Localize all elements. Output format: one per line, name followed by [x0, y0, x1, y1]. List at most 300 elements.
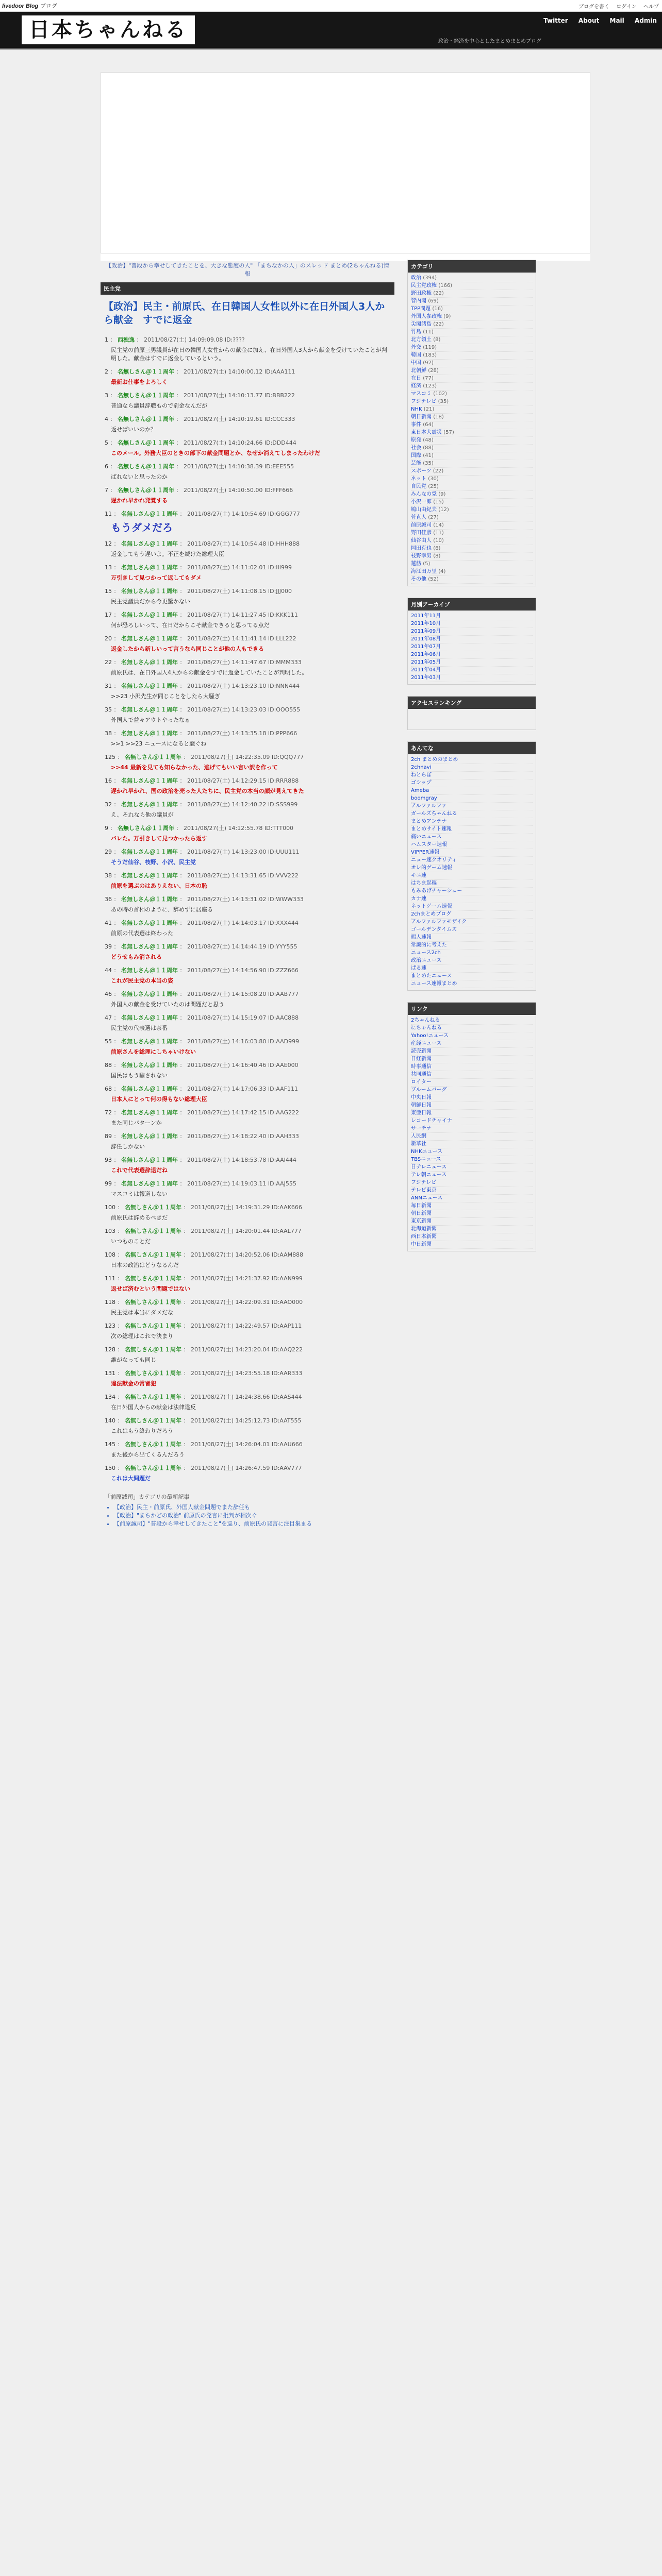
post-author: 名無しさん＠１１周年 [125, 754, 181, 760]
external-link[interactable]: にちゃんねる [411, 1025, 533, 1032]
post-header: 35 ： 名無しさん＠１１周年 ： 2011/08/27(土) 14:13:23.03 ID:OOO555 [105, 706, 301, 713]
category-link-count: (88) [423, 445, 434, 451]
archive-link[interactable]: 2011年05月 [411, 659, 533, 667]
antenna-link[interactable]: boomgray [411, 795, 533, 803]
antenna-link[interactable]: VIPPER速報 [411, 849, 533, 857]
nav-twitter[interactable]: Twitter [543, 17, 568, 24]
category-link[interactable] [411, 306, 533, 313]
post-number[interactable]: 108 [105, 1251, 115, 1258]
post-date: 2011/08/27(土) 14:16:03.80 ID:AAD999 [187, 1038, 300, 1045]
external-link[interactable]: 朝日新聞 [411, 1210, 533, 1218]
post-header: 128 ： 名無しさん＠１１周年 ： 2011/08/27(土) 14:23:20.04 ID:AAQ222 [105, 1346, 303, 1353]
post-number[interactable]: 68 [105, 1086, 112, 1092]
category-link[interactable] [411, 561, 533, 568]
category-link[interactable] [411, 336, 533, 344]
post-date: 2011/08/27(土) 14:15:19.07 ID:AAC888 [187, 1014, 299, 1021]
post-number[interactable]: 13 [105, 564, 112, 571]
post-item [105, 1417, 390, 1435]
post-number[interactable]: 134 [105, 1394, 115, 1400]
ranking-widget[interactable] [408, 709, 536, 730]
post-header: 38 ： 名無しさん＠１１周年 ： 2011/08/27(土) 14:13:31.65 ID:VVV222 [105, 872, 299, 879]
category-link[interactable] [411, 360, 533, 367]
post-body: >>44 最新を見ても知らなかった、逃げてもいい言い訳を作って [111, 764, 278, 771]
antenna-link[interactable]: 2ch まとめのまとめ [411, 756, 533, 764]
post-date: 2011/08/27(土) 14:16:40.46 ID:AAE000 [187, 1062, 299, 1069]
post-header: 15 ： 名無しさん＠１１周年 ： 2011/08/27(土) 14:11:08.15 ID:JJJ000 [105, 588, 292, 595]
post-item [105, 1251, 390, 1269]
category-link[interactable] [411, 406, 533, 414]
nav-about[interactable]: About [578, 17, 600, 24]
category-link[interactable] [411, 537, 533, 545]
external-link[interactable]: 東亜日報 [411, 1110, 533, 1117]
antenna-link[interactable]: 常識的に考えた [411, 942, 533, 950]
category-link[interactable] [411, 275, 533, 282]
post-header: 150 ： 名無しさん＠１１周年 ： 2011/08/27(土) 14:26:47.59 ID:AAV777 [105, 1465, 302, 1471]
category-link[interactable] [411, 290, 533, 298]
antenna-link[interactable]: ニュース2ch [411, 950, 533, 957]
category-link[interactable] [411, 468, 533, 476]
post-body: 誰がなっても同じ [111, 1357, 156, 1363]
post-number[interactable]: 29 [105, 849, 112, 855]
category-link-label: 蓮舫 [411, 561, 421, 567]
post-body: このメール。外務大臣のときの部下の献金問題とか、なぜか消えてしまったわけだ [111, 450, 320, 456]
nav-mail[interactable]: Mail [609, 17, 624, 24]
external-link[interactable]: 朝鮮日報 [411, 1102, 533, 1110]
post-header: 5 ： 名無しさん＠１１周年 ： 2011/08/27(土) 14:10:24.66 ID:DDD444 [105, 439, 296, 446]
external-link[interactable]: 日経新聞 [411, 1056, 533, 1063]
external-link[interactable]: フジテレビ [411, 1179, 533, 1187]
category-link[interactable] [411, 421, 533, 429]
category-link[interactable] [411, 553, 533, 561]
post-number[interactable]: 12 [105, 540, 112, 547]
post-author: 名無しさん＠１１周年 [125, 1251, 181, 1258]
headline-notice[interactable]: 【政治】"普段から幸せしてきたことを、大きな態度の人" 「まちなかの人」のスレッド まとめ(2ちゃんねる)情報 [106, 262, 389, 277]
external-link[interactable]: サーチナ [411, 1125, 533, 1133]
external-link[interactable]: NHKニュース [411, 1148, 533, 1156]
antenna-link[interactable]: もみあげチャーシュー [411, 888, 533, 895]
category-link[interactable] [411, 506, 533, 514]
antenna-link[interactable]: アルファルファ [411, 803, 533, 810]
post-number[interactable]: 41 [105, 920, 112, 926]
post-author: 名無しさん＠１１周年 [121, 872, 178, 879]
topbar-links [573, 2, 659, 10]
external-link[interactable]: 2ちゃんねる [411, 1017, 533, 1025]
category-link[interactable] [411, 383, 533, 391]
topbar-link[interactable]: ヘルプ [643, 4, 659, 10]
antenna-link[interactable]: キニ速 [411, 872, 533, 880]
post-number[interactable]: 89 [105, 1133, 112, 1140]
category-link[interactable] [411, 476, 533, 483]
category-link[interactable] [411, 344, 533, 352]
external-link[interactable]: TBSニュース [411, 1156, 533, 1164]
category-link[interactable] [411, 499, 533, 506]
ranking-box [407, 696, 536, 730]
related-link[interactable]: • 【前原誠司】"普段から幸せしてきたこと"を巡り、前原氏の発言に注目集まる [114, 1520, 390, 1528]
post-date: 2011/08/27(土) 14:22:35.09 ID:QQQ777 [191, 754, 304, 760]
post-body: 万引きして見つかって返してもダメ [111, 574, 202, 581]
antenna-link[interactable]: アルファルファモザイク [411, 919, 533, 926]
post-number[interactable]: 140 [105, 1417, 115, 1424]
post-number[interactable]: 150 [105, 1465, 115, 1471]
antenna-link[interactable]: カナ速 [411, 895, 533, 903]
post-item [105, 967, 390, 985]
category-link-count: (27) [428, 515, 439, 520]
post-number[interactable]: 47 [105, 1014, 112, 1021]
post-number[interactable]: 131 [105, 1370, 115, 1377]
post-number[interactable]: 111 [105, 1275, 115, 1282]
post-number[interactable]: 5 [105, 439, 108, 446]
archive-link[interactable]: 2011年11月 [411, 613, 533, 620]
category-link-count: (119) [423, 345, 437, 350]
links-title: リンク [408, 1003, 536, 1015]
category-link[interactable] [411, 568, 533, 576]
external-link[interactable]: Yahoo!ニュース [411, 1032, 533, 1040]
post-header: 6 ： 名無しさん＠１１周年 ： 2011/08/27(土) 14:10:38.39 ID:EEE555 [105, 463, 294, 470]
post-item [105, 1275, 390, 1293]
post-author: 名無しさん＠１１周年 [121, 991, 178, 997]
category-link-label: 東日本大震災 [411, 430, 442, 435]
category-link-label: 事件 [411, 422, 421, 428]
post-body: マスコミは報道しない [111, 1191, 168, 1197]
post-date: 2011/08/27(土) 14:19:03.11 ID:AAJ555 [187, 1180, 296, 1187]
category-link-count: (30) [428, 476, 439, 482]
external-link[interactable]: 毎日新聞 [411, 1202, 533, 1210]
post-header: 17 ： 名無しさん＠１１周年 ： 2011/08/27(土) 14:11:27.45 ID:KKK111 [105, 612, 298, 618]
archive-link[interactable]: 2011年06月 [411, 651, 533, 659]
antenna-link[interactable]: 2chnavi [411, 764, 533, 772]
post-header: 12 ： 名無しさん＠１１周年 ： 2011/08/27(土) 14:10:54.48 ID:HHH888 [105, 540, 300, 547]
site-logo[interactable]: 日本ちゃんねる [22, 15, 195, 44]
external-link[interactable]: 産経ニュース [411, 1040, 533, 1048]
category-link[interactable] [411, 282, 533, 290]
antenna-link[interactable]: まとめアンテナ [411, 818, 533, 826]
category-link[interactable] [411, 429, 533, 437]
category-link-count: (52) [428, 577, 439, 582]
external-link[interactable]: 西日本新聞 [411, 1233, 533, 1241]
post-author: 名無しさん＠１１周年 [125, 1323, 181, 1329]
category-link-count: (12) [438, 507, 449, 513]
archive-link[interactable]: 2011年07月 [411, 643, 533, 651]
post-header: 36 ： 名無しさん＠１１周年 ： 2011/08/27(土) 14:13:31.02 ID:WWW333 [105, 896, 304, 903]
archive-link[interactable]: 2011年04月 [411, 667, 533, 674]
category-link[interactable] [411, 491, 533, 499]
post-item [105, 392, 390, 410]
antenna-link[interactable]: ネットゲーム速報 [411, 903, 533, 911]
category-link-label: 外交 [411, 345, 421, 350]
post-body: 民主党議員だから今更驚かない [111, 598, 190, 605]
external-link[interactable]: ブルームバーグ [411, 1087, 533, 1094]
post-number[interactable]: 44 [105, 967, 112, 974]
post-header: 108 ： 名無しさん＠１１周年 ： 2011/08/27(土) 14:20:52.06 ID:AAM888 [105, 1251, 304, 1258]
category-link[interactable] [411, 414, 533, 421]
archive-link[interactable]: 2011年09月 [411, 628, 533, 636]
post-date: 2011/08/27(土) 14:26:04.01 ID:AAU666 [191, 1441, 303, 1448]
post-number[interactable]: 128 [105, 1346, 115, 1353]
antenna-link[interactable]: ニュース速報まとめ [411, 980, 533, 988]
antenna-link[interactable]: ぱる速 [411, 965, 533, 973]
post-number[interactable]: 72 [105, 1109, 112, 1116]
post-date: 2011/08/27(土) 14:24:38.66 ID:AAS444 [191, 1394, 302, 1400]
post-number[interactable]: 46 [105, 991, 112, 997]
post-date: 2011/08/27(土) 14:10:24.66 ID:DDD444 [184, 439, 296, 446]
post-date: 2011/08/27(土) 14:11:08.15 ID:JJJ000 [187, 588, 292, 595]
post-number[interactable]: 103 [105, 1228, 115, 1234]
antenna-link[interactable]: ゴシップ [411, 779, 533, 787]
category-link[interactable] [411, 545, 533, 553]
external-link[interactable]: 中日新聞 [411, 1241, 533, 1249]
post-date: 2011/08/27(土) 14:10:19.61 ID:CCC333 [184, 416, 295, 422]
antenna-link[interactable]: ニュー速クオリティ [411, 857, 533, 865]
post-date: 2011/08/27(土) 14:11:02.01 ID:III999 [187, 564, 292, 571]
category-link-label: みんなの党 [411, 492, 437, 497]
post-item [105, 706, 390, 724]
post-number[interactable]: 93 [105, 1157, 112, 1163]
category-bar[interactable]: 民主党 [101, 282, 394, 295]
external-link[interactable]: 共同通信 [411, 1071, 533, 1079]
post-author: 名無しさん＠１１周年 [125, 1204, 181, 1211]
post-number[interactable]: 38 [105, 730, 112, 737]
category-link-count: (11) [423, 329, 434, 335]
post-number[interactable]: 20 [105, 635, 112, 642]
post-body: 民主党は本当にダメだな [111, 1309, 173, 1316]
post-body: これは大問題だ [111, 1475, 151, 1482]
category-link-count: (8) [433, 553, 441, 559]
category-link[interactable] [411, 313, 533, 321]
post-body: もうダメだろ [111, 521, 173, 534]
post-number[interactable]: 9 [105, 825, 108, 832]
post-date: 2011/08/27(土) 14:13:31.65 ID:VVV222 [187, 872, 299, 879]
post-date: 2011/08/27(土) 14:13:23.10 ID:NNN444 [187, 683, 300, 689]
topbar-link[interactable]: ログイン [616, 4, 637, 10]
post-author: 名無しさん＠１１周年 [121, 943, 178, 950]
post-date: 2011/08/27(土) 14:13:35.18 ID:PPP666 [187, 730, 297, 737]
post-number[interactable]: 7 [105, 487, 108, 494]
post-header: 123 ： 名無しさん＠１１周年 ： 2011/08/27(土) 14:22:49.57 ID:AAP111 [105, 1323, 302, 1329]
related-link[interactable]: • 【政治】民主・前原氏、外国人献金問題でまた辞任も [114, 1503, 390, 1512]
post-number[interactable]: 38 [105, 872, 112, 879]
post-body: 前原氏は、在日外国人4人からの献金をすでに返金していたことが判明した。 [111, 669, 308, 676]
post-number[interactable]: 36 [105, 896, 112, 903]
category-link-label: 北方領土 [411, 337, 432, 343]
antenna-link[interactable]: オレ的ゲーム速報 [411, 865, 533, 872]
external-link[interactable]: ANNニュース [411, 1195, 533, 1202]
post-number[interactable]: 11 [105, 511, 112, 517]
category-link[interactable] [411, 375, 533, 383]
site-description: 政治・経済を中心としたまとめまとめブログ [438, 39, 541, 44]
category-link[interactable] [411, 460, 533, 468]
post-date: 2011/08/27(土) 14:17:42.15 ID:AAG222 [187, 1109, 299, 1116]
post-number[interactable]: 100 [105, 1204, 115, 1211]
post-author: 名無しさん＠１１周年 [118, 825, 174, 832]
archive-link[interactable]: 2011年03月 [411, 674, 533, 682]
post-number[interactable]: 145 [105, 1441, 115, 1448]
category-link[interactable] [411, 530, 533, 537]
post-item [105, 777, 390, 795]
post-item [105, 540, 390, 558]
post-number[interactable]: 32 [105, 801, 112, 808]
external-link[interactable]: 中央日報 [411, 1094, 533, 1102]
external-link[interactable]: テレ朝ニュース [411, 1172, 533, 1179]
category-link[interactable] [411, 437, 533, 445]
post-number[interactable]: 35 [105, 706, 112, 713]
post-date: 2011/08/27(土) 14:09:09.08 ID:???? [144, 336, 245, 343]
category-link[interactable] [411, 445, 533, 452]
archive-link[interactable]: 2011年08月 [411, 636, 533, 643]
ad-banner[interactable] [101, 72, 590, 253]
post-author: 名無しさん＠１１周年 [118, 463, 174, 470]
external-link[interactable]: 人民網 [411, 1133, 533, 1141]
post-body: 遅かれ早かれ発覚する [111, 497, 168, 504]
category-link-count: (15) [433, 499, 444, 505]
antenna-link[interactable]: 暇人速報 [411, 934, 533, 942]
post-header: 41 ： 名無しさん＠１１周年 ： 2011/08/27(土) 14:14:03.17 ID:XXX444 [105, 920, 299, 926]
article-title[interactable]: 【政治】民主・前原氏、在日韓国人女性以外に在日外国人3人から献金 すでに返金 [104, 301, 385, 326]
category-link[interactable] [411, 398, 533, 406]
category-link[interactable] [411, 522, 533, 530]
post-item [105, 1440, 390, 1459]
post-body: 前原を選ぶのはありえない、日本の恥 [111, 883, 207, 889]
category-link-label: 外国人参政権 [411, 314, 442, 319]
post-author: 名無しさん＠１１周年 [125, 1299, 181, 1306]
external-link[interactable]: ロイター [411, 1079, 533, 1087]
post-date: 2011/08/27(土) 14:21:37.92 ID:AAN999 [191, 1275, 303, 1282]
category-link-label: TPP問題 [411, 306, 431, 312]
category-link[interactable] [411, 352, 533, 360]
post-item [105, 824, 390, 843]
post-author: 名無しさん＠１１周年 [121, 612, 178, 618]
post-body: 何が恐ろしいって、在日だからこそ献金できると思ってる点だ [111, 622, 270, 629]
post-author: 名無しさん＠１１周年 [125, 1370, 181, 1377]
post-number[interactable]: 6 [105, 463, 108, 470]
category-link[interactable] [411, 483, 533, 491]
post-number[interactable]: 39 [105, 943, 112, 950]
topbar-brand[interactable]: livedoor Blog ブログ [2, 3, 57, 9]
post-date: 2011/08/27(土) 14:22:09.31 ID:AAO000 [191, 1299, 303, 1306]
category-link[interactable] [411, 298, 533, 306]
related-link[interactable]: • 【政治】"まちかどの政治" 前原氏の発言に批判が相次ぐ [114, 1512, 390, 1520]
category-link[interactable] [411, 576, 533, 584]
post-header: 125 ： 名無しさん＠１１周年 ： 2011/08/27(土) 14:22:35.09 ID:QQQ777 [105, 754, 304, 760]
post-body: 前原の代表選は終わった [111, 930, 173, 937]
post-item [105, 1085, 390, 1104]
post-date: 2011/08/27(土) 14:17:06.33 ID:AAF111 [187, 1086, 298, 1092]
external-link[interactable]: 東京新聞 [411, 1218, 533, 1226]
category-link-label: マスコミ [411, 391, 432, 397]
antenna-link[interactable]: Ameba [411, 787, 533, 795]
category-link-count: (22) [433, 291, 444, 296]
external-link[interactable]: 日テレニュース [411, 1164, 533, 1172]
category-link-label: 原発 [411, 437, 421, 443]
content-wrapper [101, 72, 590, 1527]
post-author: 名無しさん＠１１周年 [121, 967, 178, 974]
post-number[interactable]: 3 [105, 392, 108, 399]
post-header: 3 ： 名無しさん＠１１周年 ： 2011/08/27(土) 14:10:13.77 ID:BBB222 [105, 392, 295, 399]
post-date: 2011/08/27(土) 14:23:20.04 ID:AAQ222 [191, 1346, 303, 1353]
category-link-label: 政治 [411, 275, 421, 281]
post-body: バレた。万引きして見つかったら返す [111, 835, 207, 842]
category-link[interactable] [411, 514, 533, 522]
external-link[interactable]: レコードチャイナ [411, 1117, 533, 1125]
post-author: 名無しさん＠１１周年 [121, 588, 178, 595]
antenna-link[interactable]: 政治ニュース [411, 957, 533, 965]
post-header: 29 ： 名無しさん＠１１周年 ： 2011/08/27(土) 14:13:23.00 ID:UUU111 [105, 849, 300, 855]
post-body: 次の総理はこれで決まり [111, 1333, 173, 1340]
antenna-link[interactable]: ガールズちゃんねる [411, 810, 533, 818]
category-link-label: 菅直人 [411, 515, 426, 520]
category-link-label: 中国 [411, 360, 421, 366]
antenna-link[interactable]: ねとらぼ [411, 772, 533, 779]
category-link[interactable] [411, 329, 533, 336]
external-link[interactable]: 北海道新聞 [411, 1226, 533, 1233]
post-number[interactable]: 1 [105, 336, 108, 343]
antenna-link[interactable]: 痛いニュース [411, 834, 533, 841]
post-number[interactable]: 2 [105, 368, 108, 375]
post-number[interactable]: 123 [105, 1323, 115, 1329]
post-number[interactable]: 118 [105, 1299, 115, 1306]
post-body: また後から出てくるんだろう [111, 1451, 185, 1458]
external-link[interactable]: 読売新聞 [411, 1048, 533, 1056]
post-header: 131 ： 名無しさん＠１１周年 ： 2011/08/27(土) 14:23:55.18 ID:AAR333 [105, 1370, 303, 1377]
post-body: 国民はもう騙されない [111, 1072, 168, 1079]
external-link[interactable]: テレビ東京 [411, 1187, 533, 1195]
archive-link[interactable]: 2011年10月 [411, 620, 533, 628]
post-author: 名無しさん＠１１周年 [121, 564, 178, 571]
antenna-link[interactable]: まとめたニュース [411, 973, 533, 980]
antenna-link[interactable]: はちま起稿 [411, 880, 533, 888]
antenna-link[interactable]: ゴールデンタイムズ [411, 926, 533, 934]
post-number[interactable]: 99 [105, 1180, 112, 1187]
category-link-label: その他 [411, 577, 426, 582]
post-header: 9 ： 名無しさん＠１１周年 ： 2011/08/27(土) 14:12:55.78 ID:TTT000 [105, 825, 294, 832]
topbar-link[interactable]: ブログを書く [578, 4, 610, 10]
category-link-label: 国際 [411, 453, 421, 459]
category-link-count: (64) [423, 422, 434, 428]
external-link[interactable]: 新華社 [411, 1141, 533, 1148]
category-link-label: 朝日新聞 [411, 414, 432, 420]
post-number[interactable]: 55 [105, 1038, 112, 1045]
post-author: 名無しさん＠１１周年 [121, 1086, 178, 1092]
external-link[interactable]: 時事通信 [411, 1063, 533, 1071]
post-number[interactable]: 15 [105, 588, 112, 595]
ranking-title: アクセスランキング [408, 697, 536, 709]
category-link-count: (9) [443, 314, 451, 319]
nav-admin[interactable]: Admin [634, 17, 657, 24]
antenna-link[interactable]: ハムスター速報 [411, 841, 533, 849]
post-header: 55 ： 名無しさん＠１１周年 ： 2011/08/27(土) 14:16:03.80 ID:AAD999 [105, 1038, 300, 1045]
post-item [105, 1346, 390, 1364]
post-number[interactable]: 4 [105, 416, 108, 422]
post-number[interactable]: 31 [105, 683, 112, 689]
post-number[interactable]: 22 [105, 659, 112, 666]
post-item [105, 801, 390, 819]
antenna-link[interactable]: 2chまとめブログ [411, 911, 533, 919]
category-link[interactable] [411, 391, 533, 398]
post-item [105, 848, 390, 867]
post-number[interactable]: 88 [105, 1062, 112, 1069]
post-item [105, 1322, 390, 1341]
post-number[interactable]: 16 [105, 777, 112, 784]
antenna-link[interactable]: まとめサイト速報 [411, 826, 533, 834]
category-link[interactable] [411, 452, 533, 460]
post-item [105, 587, 390, 606]
post-header: 89 ： 名無しさん＠１１周年 ： 2011/08/27(土) 14:18:22.40 ID:AAH333 [105, 1133, 299, 1140]
category-link-count: (48) [423, 437, 434, 443]
category-link[interactable] [411, 367, 533, 375]
post-number[interactable]: 125 [105, 754, 115, 760]
category-link[interactable] [411, 321, 533, 329]
category-link-count: (102) [433, 391, 448, 397]
post-number[interactable]: 17 [105, 612, 112, 618]
